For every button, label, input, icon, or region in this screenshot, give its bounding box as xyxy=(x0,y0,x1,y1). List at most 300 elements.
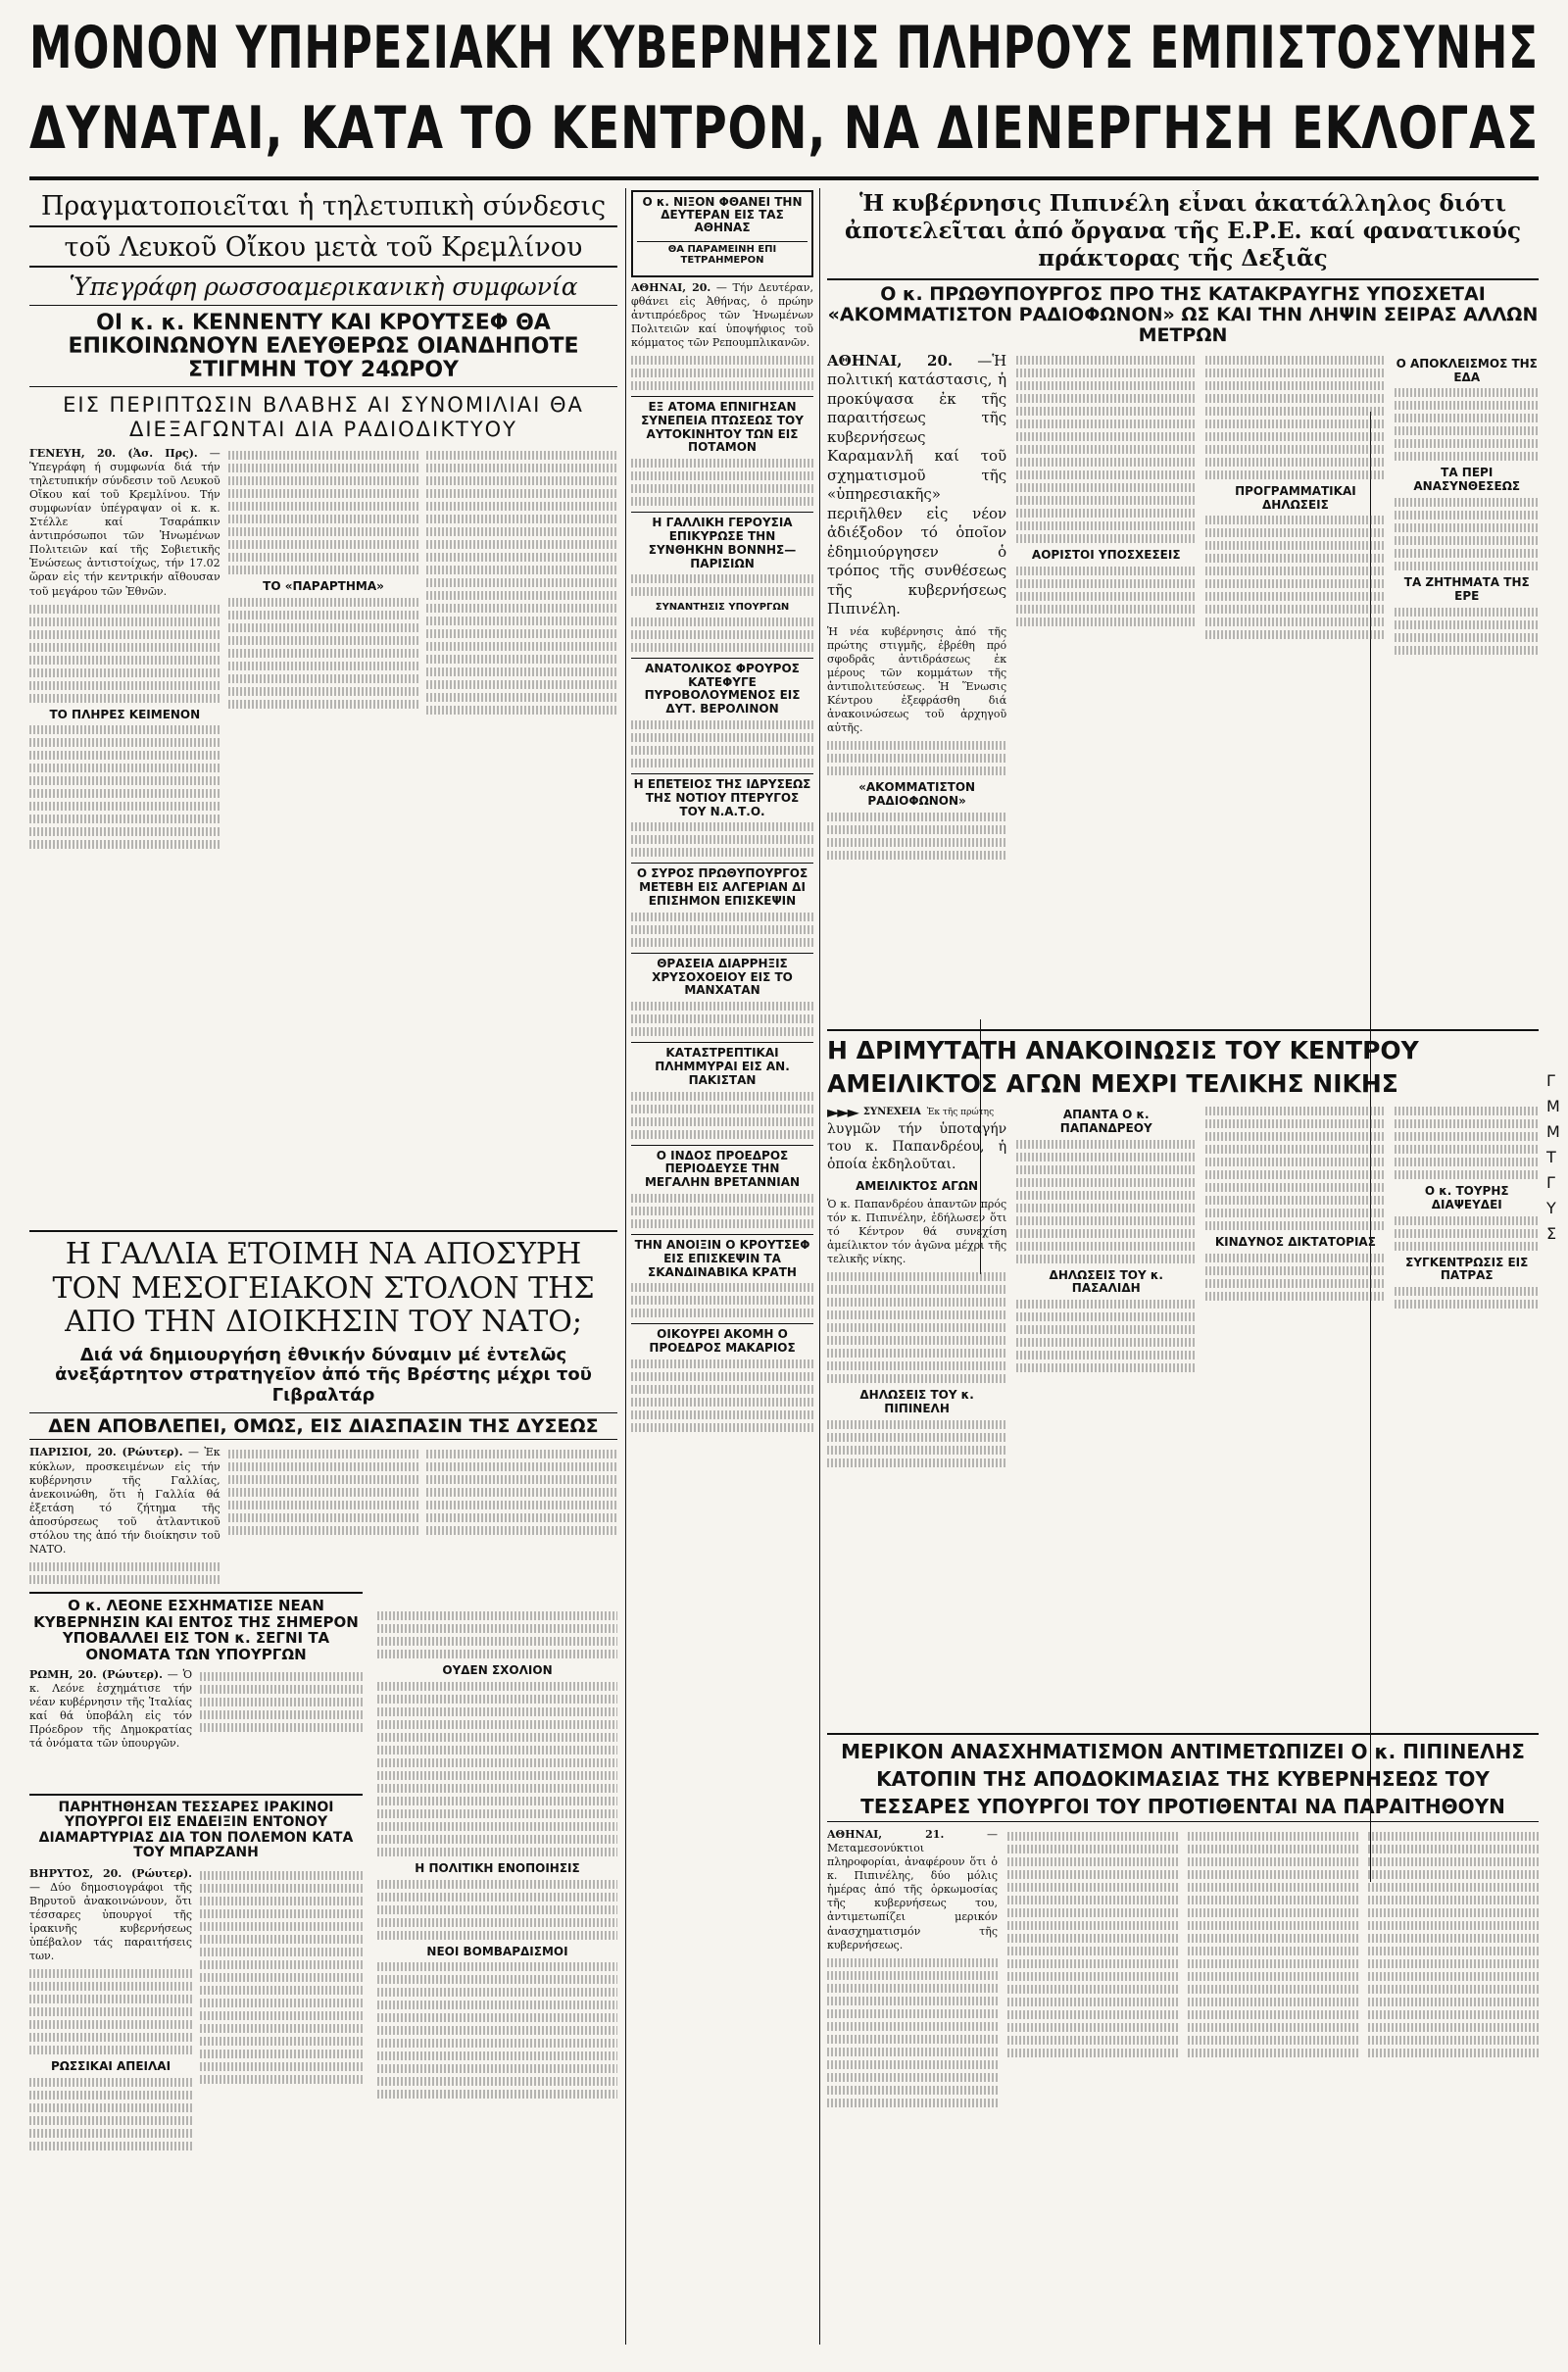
brief-heading: ΣΥΝΑΝΤΗΣΙΣ ΥΠΟΥΡΓΩΝ xyxy=(655,602,790,614)
text-line-filler xyxy=(1016,618,1196,626)
text-line-filler xyxy=(631,913,813,921)
text-line-filler xyxy=(1016,496,1196,505)
text-line-filler xyxy=(377,1835,617,1844)
text-line-filler xyxy=(1368,1998,1539,2006)
reshuffle-headline-3: ΤΕΣΣΑΡΕΣ ΥΠΟΥΡΓΟΙ ΤΟΥ ΠΡΟΤΙΘΕΝΤΑΙ ΝΑ ΠΑΡΑΙΤΗΘΟΥΝ xyxy=(827,1796,1539,1822)
text-line-filler xyxy=(426,489,617,498)
text-line-filler xyxy=(228,1462,419,1471)
text-line-filler xyxy=(377,1720,617,1729)
text-line-filler xyxy=(1188,2010,1358,2019)
text-line-filler xyxy=(827,838,1006,847)
text-line-filler xyxy=(200,1710,363,1719)
center-headline-2: ΑΜΕΙΛΙΚΤΟΣ ΑΓΩΝ ΜΕΧΡΙ ΤΕΛΙΚΗΣ ΝΙΚΗΣ xyxy=(827,1068,1398,1098)
text-line-filler xyxy=(200,1723,363,1732)
text-line-filler xyxy=(1205,369,1385,377)
brief-heading: ΘΡΑΣΕΙΑ ΔΙΑΡΡΗΞΙΣ ΧΡΥΣΟΧΟΕΙΟΥ ΕΙΣ ΤΟ ΜΑΝΧΑΤΑΝ xyxy=(631,953,813,998)
iraq-headline: ΠΑΡΗΤΗΘΗΣΑΝ ΤΕΣΣΑΡΕΣ ΙΡΑΚΙΝΟΙ ΥΠΟΥΡΓΟΙ ΕΙΣ ΕΝΔΕΙΞΙΝ ΕΝΤΟΝΟΥ ΔΙΑΜΑΡΤΥΡΙΑΣ ΔΙΑ ΤΟΝ ΠΟΛΕΜΟΝ ΚΑΤΑ ΤΟΥ ΜΠΑΡΖΑΝΗ xyxy=(38,1800,354,1861)
text-line-filler xyxy=(631,1309,813,1317)
text-line-filler xyxy=(631,1027,813,1036)
text-line-filler xyxy=(29,764,220,772)
edge-letter: Μ xyxy=(1546,1097,1560,1115)
france-subheadline: Διά νά δημιουργήση ἐθνικήν δύναμιν μέ ἐντελῶς ἀνεξάρτητον στρατηγεῖον ἀπό τῆς Βρέστης μέχρι τοῦ Γιβραλτάρ xyxy=(55,1344,592,1406)
center-subhead-patras: ΣΥΓΚΕΝΤΡΩΣΙΣ ΕΙΣ ΠΑΤΡΑΣ xyxy=(1405,1255,1529,1283)
reshuffle-columns xyxy=(827,1828,1539,2111)
text-line-filler xyxy=(631,1002,813,1011)
brief-heading: Η ΓΑΛΛΙΚΗ ΓΕΡΟΥΣΙΑ ΕΠΙΚΥΡΩΣΕ ΤΗΝ ΣΥΝΘΗΚΗΝ ΒΟΝΝΗΣ—ΠΑΡΙΣΙΩΝ xyxy=(631,512,813,570)
text-line-filler xyxy=(1395,401,1539,410)
text-line-filler xyxy=(827,1336,1006,1345)
text-line-filler xyxy=(377,1611,617,1620)
text-line-filler xyxy=(631,835,813,844)
text-line-filler xyxy=(1007,1883,1178,1892)
text-line-filler xyxy=(1016,458,1196,467)
text-line-filler xyxy=(377,2051,617,2060)
text-line-filler xyxy=(631,471,813,480)
text-line-filler xyxy=(29,1982,192,1991)
iraq-article xyxy=(29,1794,363,2354)
text-line-filler xyxy=(1016,483,1196,492)
text-line-filler xyxy=(631,1372,813,1381)
text-line-filler xyxy=(426,1488,617,1497)
text-line-filler xyxy=(1205,407,1385,416)
text-line-filler xyxy=(377,1682,617,1691)
text-line-filler xyxy=(1016,1191,1196,1200)
brief-heading: ΚΑΤΑΣΤΡΕΠΤΙΚΑΙ ΠΛΗΜΜΥΡΑΙ ΕΙΣ ΑΝ. ΠΑΚΙΣΤΑΝ xyxy=(631,1042,813,1087)
banner-headline-line2: ΔΥΝΑΤΑΙ, ΚΑΤΑ ΤΟ ΚΕΝΤΡΟΝ, ΝΑ ΔΙΕΝΕΡΓΗΣΗ ΕΚΛΟΓΑΣ xyxy=(29,94,1539,163)
text-line-filler xyxy=(1368,1985,1539,1994)
hotline-column xyxy=(29,447,220,854)
text-line-filler xyxy=(29,2020,192,2029)
text-line-filler xyxy=(1395,452,1539,461)
text-line-filler xyxy=(29,630,220,639)
text-line-filler xyxy=(228,636,419,645)
text-line-filler xyxy=(631,618,813,626)
text-line-filler xyxy=(200,2011,363,2020)
leone-headline: Ο κ. ΛΕΟΝΕ ΕΣΧΗΜΑΤΙΣΕ ΝΕΑΝ ΚΥΒΕΡΝΗΣΙΝ ΚΑΙ ΕΝΤΟΣ ΤΗΣ ΣΗΜΕΡΟΝ ΥΠΟΒΑΛΛΕΙ ΕΙΣ ΤΟΝ κ. ΣΕΓΝΙ ΤΑ ΟΝΟΜΑΤΑ ΤΩΝ ΥΠΟΥΡΓΩΝ xyxy=(29,1592,363,1662)
text-line-filler xyxy=(1016,1363,1196,1372)
text-line-filler xyxy=(1205,528,1385,537)
text-line-filler xyxy=(377,1893,617,1902)
text-line-filler xyxy=(1007,1845,1178,1853)
text-line-filler xyxy=(631,1117,813,1126)
text-line-filler xyxy=(827,1361,1006,1370)
text-line-filler xyxy=(1188,1972,1358,1981)
text-line-filler xyxy=(29,2142,192,2150)
center-subhead-papandreou: ΑΠΑΝΤΑ Ο κ. ΠΑΠΑΝΔΡΕΟΥ xyxy=(1059,1108,1152,1135)
leone-body-text: — Ὁ κ. Λεόνε ἐσχημάτισε τήν νέαν κυβέρνησιν τῆς Ἰταλίας καί θά ὑποβάλη εἰς τόν Πρόεδρον τῆς Δημοκρατίας τά ὀνόματα τῶν ὑπουργῶν. xyxy=(29,1668,193,1751)
text-line-filler xyxy=(377,1848,617,1856)
france-subhead-political-union: Η ΠΟΛΙΤΙΚΗ ΕΝΟΠΟΙΗΣΙΣ xyxy=(415,1860,580,1875)
text-line-filler xyxy=(631,630,813,639)
text-line-filler xyxy=(200,1897,363,1905)
text-line-filler xyxy=(1016,1325,1196,1334)
text-line-filler xyxy=(827,2099,998,2107)
text-line-filler xyxy=(377,1975,617,1984)
text-line-filler xyxy=(827,2009,998,2018)
text-line-filler xyxy=(827,1349,1006,1358)
text-line-filler xyxy=(1395,1300,1539,1309)
text-line-filler xyxy=(228,553,419,562)
text-line-filler xyxy=(1016,1216,1196,1225)
reshuffle-dateline: ΑΘΗΝΑΙ, 21. xyxy=(827,1828,945,1841)
text-line-filler xyxy=(1016,470,1196,479)
text-line-filler xyxy=(1205,458,1385,467)
text-line-filler xyxy=(200,2075,363,2084)
text-line-filler xyxy=(631,925,813,934)
text-line-filler xyxy=(377,2001,617,2009)
text-line-filler xyxy=(377,1931,617,1940)
france-body-text: — Ἐκ κύκλων, προσκειμένων εἰς τήν κυβέρνησιν τῆς Γαλλίας, ἀνεκοινώθη, ὅτι ἡ Γαλλία θά ἐξετάση τό ζήτημα τῆς ἀποσύρσεως τοῦ ἀτλαντικοῦ στόλου της ἀπό τήν διοίκησιν τοῦ ΝΑΤΟ. xyxy=(29,1446,220,1556)
text-line-filler xyxy=(200,1948,363,1956)
iraq-body-text: — Δύο δημοσιογράφοι τῆς Βηρυτοῦ ἀνακοινώνουν, ὅτι τέσσαρες ὑπουργοί τῆς ἰρακινῆς κυβερνήσεως ὑπέβαλον τάς παραιτήσεις των. xyxy=(29,1880,192,1963)
text-line-filler xyxy=(827,1958,998,1967)
nixon-subhead: ΘΑ ΠΑΡΑΜΕΙΝΗ ΕΠΙ ΤΕΤΡΑΗΜΕΡΟΝ xyxy=(637,241,808,266)
text-line-filler xyxy=(377,1707,617,1716)
briefs-column xyxy=(631,190,813,2347)
text-line-filler xyxy=(1395,1216,1539,1225)
text-line-filler xyxy=(377,1746,617,1754)
text-line-filler xyxy=(631,587,813,596)
text-line-filler xyxy=(1205,1292,1385,1301)
center-subhead-pasalidis: ΔΗΛΩΣΕΙΣ ΤΟΥ κ. ΠΑΣΑΛΙΔΗ xyxy=(1049,1267,1163,1296)
text-line-filler xyxy=(377,1822,617,1831)
nixon-headline: Ο κ. ΝΙΞΟΝ ΦΘΑΝΕΙ ΤΗΝ ΔΕΥΤΕΡΑΝ ΕΙΣ ΤΑΣ ΑΘΗΝΑΣ xyxy=(642,195,803,235)
text-line-filler xyxy=(200,2037,363,2046)
text-line-filler xyxy=(631,1219,813,1228)
text-line-filler xyxy=(29,725,220,734)
text-line-filler xyxy=(1007,1896,1178,1904)
text-line-filler xyxy=(1205,592,1385,601)
edge-letter: Υ xyxy=(1546,1199,1556,1217)
text-line-filler xyxy=(1016,1312,1196,1321)
text-line-filler xyxy=(827,1458,1006,1467)
banner-headline-line1: ΜΟΝΟΝ ΥΠΗΡΕΣΙΑΚΗ ΚΥΒΕΡΝΗΣΙΣ ΠΛΗΡΟΥΣ ΕΜΠΙΣΤΟΣΥΝΗΣ xyxy=(29,14,1539,82)
center-article xyxy=(827,1029,1539,1727)
text-line-filler xyxy=(631,497,813,506)
text-line-filler xyxy=(1205,1145,1385,1154)
text-line-filler xyxy=(1368,1947,1539,1955)
hotline-dateline: ΓΕΝΕΥΗ, 20. (Ἀσ. Πρς). xyxy=(29,446,198,460)
edge-letter: Γ xyxy=(1546,1071,1555,1090)
text-line-filler xyxy=(377,2064,617,2073)
text-line-filler xyxy=(1395,549,1539,558)
text-line-filler xyxy=(426,502,617,511)
text-line-filler xyxy=(426,515,617,523)
continuation-sublabel: Ἐκ τῆς πρώτης xyxy=(926,1107,995,1117)
text-line-filler xyxy=(426,1450,617,1458)
text-line-filler xyxy=(1395,1119,1539,1128)
reshuffle-column xyxy=(1368,1828,1539,2111)
text-line-filler xyxy=(1188,1857,1358,1866)
text-line-filler xyxy=(1205,1196,1385,1205)
text-line-filler xyxy=(377,2039,617,2048)
text-line-filler xyxy=(1007,1998,1178,2006)
text-line-filler xyxy=(827,2073,998,2082)
text-line-filler xyxy=(1368,1832,1539,1841)
pipinelis-subhead-radio: «ΑΚΟΜΜΑΤΙΣΤΟΝ ΡΑΔΙΟΦΩΝΟΝ» xyxy=(858,780,976,809)
text-line-filler xyxy=(827,2022,998,2031)
text-line-filler xyxy=(1205,432,1385,441)
text-line-filler xyxy=(1395,536,1539,545)
text-line-filler xyxy=(200,1698,363,1706)
text-line-filler xyxy=(200,1973,363,1982)
text-line-filler xyxy=(426,1475,617,1484)
text-line-filler xyxy=(631,643,813,652)
text-line-filler xyxy=(1016,1153,1196,1161)
edge-letter: Γ xyxy=(1546,1173,1555,1192)
text-line-filler xyxy=(29,2078,192,2087)
text-line-filler xyxy=(1188,2023,1358,2032)
iraq-dateline: ΒΗΡΥΤΟΣ, 20. (Ρώυτερ). xyxy=(29,1866,192,1880)
pipinelis-column xyxy=(827,352,1006,864)
text-line-filler xyxy=(827,741,1006,750)
text-line-filler xyxy=(426,1513,617,1522)
text-line-filler xyxy=(377,1797,617,1805)
leone-body xyxy=(29,1668,192,1751)
text-line-filler xyxy=(1368,1870,1539,1879)
column-rule xyxy=(625,188,626,2345)
text-line-filler xyxy=(1205,1119,1385,1128)
text-line-filler xyxy=(29,2091,192,2100)
leone-dateline: ΡΩΜΗ, 20. (Ρώυτερ). xyxy=(29,1668,163,1682)
pipinelis-column xyxy=(1016,352,1196,864)
text-line-filler xyxy=(426,464,617,472)
continuation-label: ΣΥΝΕΧΕΙΑ xyxy=(862,1107,921,1117)
text-line-filler xyxy=(1205,1221,1385,1230)
text-line-filler xyxy=(1016,1165,1196,1174)
text-line-filler xyxy=(1368,1934,1539,1943)
text-line-filler xyxy=(1205,541,1385,550)
text-line-filler xyxy=(1368,2049,1539,2057)
text-line-filler xyxy=(426,566,617,574)
text-line-filler xyxy=(827,1420,1006,1429)
reshuffle-headline-1: ΜΕΡΙΚΟΝ ΑΝΑΣΧΗΜΑΤΙΣΜΟΝ ΑΝΤΙΜΕΤΩΠΙΖΕΙ Ο κ. ΠΙΠΙΝΕΛΗΣ xyxy=(841,1740,1525,1763)
hotline-subhead-annex: ΤΟ «ΠΑΡΑΡΤΗΜΑ» xyxy=(263,578,384,593)
center-subhead-touris: Ο κ. ΤΟΥΡΗΣ ΔΙΑΨΕΥΔΕΙ xyxy=(1424,1184,1509,1211)
text-line-filler xyxy=(1007,1959,1178,1968)
text-line-filler xyxy=(1007,1857,1178,1866)
text-line-filler xyxy=(228,598,419,607)
text-line-filler xyxy=(200,1999,363,2007)
pipinelis-subhead-vague: ΑΟΡΙΣΤΟΙ ΥΠΟΣΧΕΣΕΙΣ xyxy=(1031,547,1181,562)
text-line-filler xyxy=(631,1194,813,1203)
text-line-filler xyxy=(29,1575,220,1584)
text-line-filler xyxy=(827,766,1006,775)
hotline-headline-5: ΕΙΣ ΠΕΡΙΠΤΩΣΙΝ ΒΛΑΒΗΣ ΑΙ ΣΥΝΟΜΙΛΙΑΙ ΘΑ ΔΙΕΞΑΓΩΝΤΑΙ ΔΙΑ ΡΑΔΙΟΔΙΚΤΥΟΥ xyxy=(63,393,584,441)
pipinelis-subhead-ere: ΤΑ ΖΗΤΗΜΑΤΑ ΤΗΣ ΕΡΕ xyxy=(1403,575,1530,603)
text-line-filler xyxy=(426,706,617,715)
text-line-filler xyxy=(377,1771,617,1780)
text-line-filler xyxy=(1205,1279,1385,1288)
text-line-filler xyxy=(1205,1209,1385,1217)
hotline-column xyxy=(426,447,617,854)
text-line-filler xyxy=(1368,2010,1539,2019)
hotline-body-text: — Ὑπεγράφη ή συμφωνία διά τήν τηλετυπικήν σύνδεσιν τοῦ Λευκοῦ Οἴκου καί τοῦ Κρεμλίνου. Τήν συμφωνίαν ὑπέγραψαν οἱ κ. κ. Στέλλε καί Τσαράπκιν ἀντιπρόσωποι τῶν Ἡνωμένων Πολιτειῶν καί τῆς Σοβιετικῆς Ἑνώσεως ἀντιστοίχως, τήν 17.02 ὥραν εἰς τήν κεντρικήν αἴθουσαν τοῦ μεγάρου τῶν Ἐθνῶν. xyxy=(29,446,220,598)
text-line-filler xyxy=(29,751,220,760)
text-line-filler xyxy=(200,1685,363,1694)
text-line-filler xyxy=(827,1285,1006,1294)
pipinelis-column xyxy=(1395,352,1539,864)
france-headline: Η ΓΑΛΛΙΑ ΕΤΟΙΜΗ ΝΑ ΑΠΟΣΥΡΗ ΤΟΝ ΜΕΣΟΓΕΙΑΚΟΝ ΣΤΟΛΟΝ ΤΗΣ ΑΠΟ ΤΗΝ ΔΙΟΙΚΗΣΙΝ ΤΟΥ ΝΑΤΟ; xyxy=(52,1237,595,1339)
text-line-filler xyxy=(1395,498,1539,507)
pipinelis-headline-2: Ο κ. ΠΡΩΘΥΠΟΥΡΓΟΣ ΠΡΟ ΤΗΣ ΚΑΤΑΚΡΑΥΓΗΣ ΥΠΟΣΧΕΤΑΙ «ΑΚΟΜΜΑΤΙΣΤΟΝ ΡΑΔΙΟΦΩΝΟΝ» ΩΣ ΚΑΙ ΤΗΝ ΛΗΨΙΝ ΣΕΙΡΑΣ ΑΛΛΩΝ ΜΕΤΡΩΝ xyxy=(827,278,1539,346)
text-line-filler xyxy=(200,2024,363,2033)
text-line-filler xyxy=(228,700,419,709)
text-line-filler xyxy=(1188,1998,1358,2006)
pipinelis-column xyxy=(1205,352,1385,864)
text-line-filler xyxy=(200,1935,363,1944)
text-line-filler xyxy=(426,693,617,702)
edge-letter: Μ xyxy=(1546,1122,1560,1141)
text-line-filler xyxy=(228,527,419,536)
france-deck: ΔΕΝ ΑΠΟΒΛΕΠΕΙ, ΟΜΩΣ, ΕΙΣ ΔΙΑΣΠΑΣΙΝ ΤΗΣ ΔΥΣΕΩΣ xyxy=(29,1412,617,1441)
text-line-filler xyxy=(200,2062,363,2071)
reshuffle-body xyxy=(827,1828,998,1952)
center-column xyxy=(827,1103,1006,1471)
text-line-filler xyxy=(1205,356,1385,365)
text-line-filler xyxy=(29,2007,192,2016)
text-line-filler xyxy=(29,694,220,703)
text-line-filler xyxy=(228,674,419,683)
text-line-filler xyxy=(426,642,617,651)
text-line-filler xyxy=(426,553,617,562)
text-line-filler xyxy=(1016,1351,1196,1359)
text-line-filler xyxy=(827,851,1006,860)
brief-heading: Ο ΙΝΔΟΣ ΠΡΟΕΔΡΟΣ ΠΕΡΙΟΔΕΥΣΕ ΤΗΝ ΜΕΓΑΛΗΝ ΒΡΕΤΑΝΝΙΑΝ xyxy=(631,1145,813,1190)
arrow-icon: ►►► xyxy=(827,1103,858,1121)
text-line-filler xyxy=(631,459,813,468)
text-line-filler xyxy=(377,2090,617,2099)
text-line-filler xyxy=(228,649,419,658)
france-column xyxy=(426,1446,617,1588)
center-column xyxy=(1395,1103,1539,1471)
text-line-filler xyxy=(1007,1870,1178,1879)
pipinelis-lead-text: —Ἡ πολιτική κατάστασις, ἡ προκύψασα ἐκ τῆς παραιτήσεως τῆς κυβερνήσεως Καραμανλῆ καί τοῦ σχηματισμοῦ τῆς «ὑπηρεσιακῆς» περιῆλθεν εἰς νέον ἀδιέξοδον τό ὁποῖον ἐδημιούργησεν ὁ τρόπος τῆς συνθέσεως τῆς κυβερνήσεως Πιπινέλη. xyxy=(827,351,1007,618)
france-column xyxy=(29,1446,220,1588)
france-subhead-no-comment: ΟΥΔΕΝ ΣΧΟΛΙΟΝ xyxy=(442,1663,553,1677)
leone-column xyxy=(29,1668,192,1756)
text-line-filler xyxy=(377,1733,617,1742)
center-subhead-pipinelis: ΔΗΛΩΣΕΙΣ ΤΟΥ κ. ΠΙΠΙΝΕΛΗ xyxy=(859,1387,974,1415)
text-line-filler xyxy=(1007,1832,1178,1841)
text-line-filler xyxy=(29,776,220,785)
text-line-filler xyxy=(1205,1132,1385,1141)
iraq-columns xyxy=(29,1867,363,2154)
text-line-filler xyxy=(1205,1183,1385,1192)
text-line-filler xyxy=(1395,1158,1539,1166)
text-line-filler xyxy=(29,802,220,811)
text-line-filler xyxy=(426,1501,617,1509)
text-line-filler xyxy=(1205,516,1385,524)
text-line-filler xyxy=(827,1433,1006,1442)
text-line-filler xyxy=(1205,579,1385,588)
text-line-filler xyxy=(200,1960,363,1969)
text-line-filler xyxy=(228,1501,419,1509)
text-line-filler xyxy=(631,759,813,767)
text-line-filler xyxy=(377,1905,617,1914)
text-line-filler xyxy=(426,617,617,625)
text-line-filler xyxy=(1016,579,1196,588)
text-line-filler xyxy=(827,2060,998,2069)
column-rule xyxy=(819,188,820,2345)
reshuffle-headline-2: ΚΑΤΟΠΙΝ ΤΗΣ ΑΠΟΔΟΚΙΜΑΣΙΑΣ ΤΗΣ ΚΥΒΕΡΝΗΣΕΩΣ ΤΟΥ xyxy=(876,1767,1490,1791)
text-line-filler xyxy=(228,1475,419,1484)
text-line-filler xyxy=(1205,618,1385,626)
brief-heading: ΤΗΝ ΑΝΟΙΞΙΝ Ο ΚΡΟΥΤΣΕΦ ΕΙΣ ΕΠΙΣΚΕΨΙΝ ΤΑ ΣΚΑΝΔΙΝΑΒΙΚΑ ΚΡΑΤΗ xyxy=(631,1234,813,1279)
text-line-filler xyxy=(827,1984,998,1993)
text-line-filler xyxy=(1395,562,1539,570)
text-line-filler xyxy=(631,733,813,742)
text-line-filler xyxy=(377,1650,617,1658)
text-line-filler xyxy=(827,2035,998,2044)
right-edge-letters xyxy=(1546,1068,1566,1460)
text-line-filler xyxy=(1007,2010,1178,2019)
text-line-filler xyxy=(426,1462,617,1471)
text-line-filler xyxy=(228,687,419,696)
text-line-filler xyxy=(1007,2049,1178,2057)
text-line-filler xyxy=(377,1624,617,1633)
text-line-filler xyxy=(377,2013,617,2022)
text-line-filler xyxy=(29,1995,192,2003)
text-line-filler xyxy=(1395,1229,1539,1238)
iraq-body xyxy=(29,1867,192,1964)
reshuffle-article xyxy=(827,1733,1539,2352)
text-line-filler xyxy=(426,655,617,664)
text-line-filler xyxy=(377,1918,617,1927)
text-line-filler xyxy=(1016,1204,1196,1212)
text-line-filler xyxy=(29,738,220,747)
text-line-filler xyxy=(200,1871,363,1880)
center-subhead-dictatorship: ΚΙΝΔΥΝΟΣ ΔΙΚΤΑΤΟΡΙΑΣ xyxy=(1214,1235,1376,1249)
text-line-filler xyxy=(228,623,419,632)
text-line-filler xyxy=(1016,407,1196,416)
text-line-filler xyxy=(1395,511,1539,519)
nixon-dateline: ΑΘΗΝΑΙ, 20. xyxy=(631,280,711,294)
text-line-filler xyxy=(426,629,617,638)
text-line-filler xyxy=(228,662,419,670)
center-columns xyxy=(827,1103,1539,1471)
text-line-filler xyxy=(1016,1140,1196,1149)
hotline-headline-1: Πραγματοποιεῖται ἡ τηλετυπικὴ σύνδεσις xyxy=(29,192,617,227)
text-line-filler xyxy=(1016,356,1196,365)
hotline-subhead-full-text: ΤΟ ΠΛΗΡΕΣ ΚΕΙΜΕΝΟΝ xyxy=(49,707,201,721)
pipinelis-columns xyxy=(827,352,1539,864)
text-line-filler xyxy=(827,1323,1006,1332)
text-line-filler xyxy=(1395,1107,1539,1115)
text-line-filler xyxy=(631,1423,813,1432)
center-column xyxy=(1016,1103,1196,1471)
text-line-filler xyxy=(29,1969,192,1978)
text-line-filler xyxy=(29,605,220,614)
text-line-filler xyxy=(1395,388,1539,397)
text-line-filler xyxy=(1007,2023,1178,2032)
text-line-filler xyxy=(1016,605,1196,614)
text-line-filler xyxy=(29,668,220,677)
text-line-filler xyxy=(631,1092,813,1101)
text-line-filler xyxy=(1016,432,1196,441)
text-line-filler xyxy=(827,1298,1006,1307)
text-line-filler xyxy=(827,1310,1006,1319)
text-line-filler xyxy=(1395,646,1539,655)
text-line-filler xyxy=(377,1758,617,1767)
leone-columns xyxy=(29,1668,363,1756)
text-line-filler xyxy=(228,515,419,523)
edge-letter: Τ xyxy=(1546,1148,1556,1166)
text-line-filler xyxy=(1188,1947,1358,1955)
text-line-filler xyxy=(1016,1338,1196,1347)
pipinelis-article xyxy=(827,190,1539,1023)
text-line-filler xyxy=(827,1272,1006,1281)
